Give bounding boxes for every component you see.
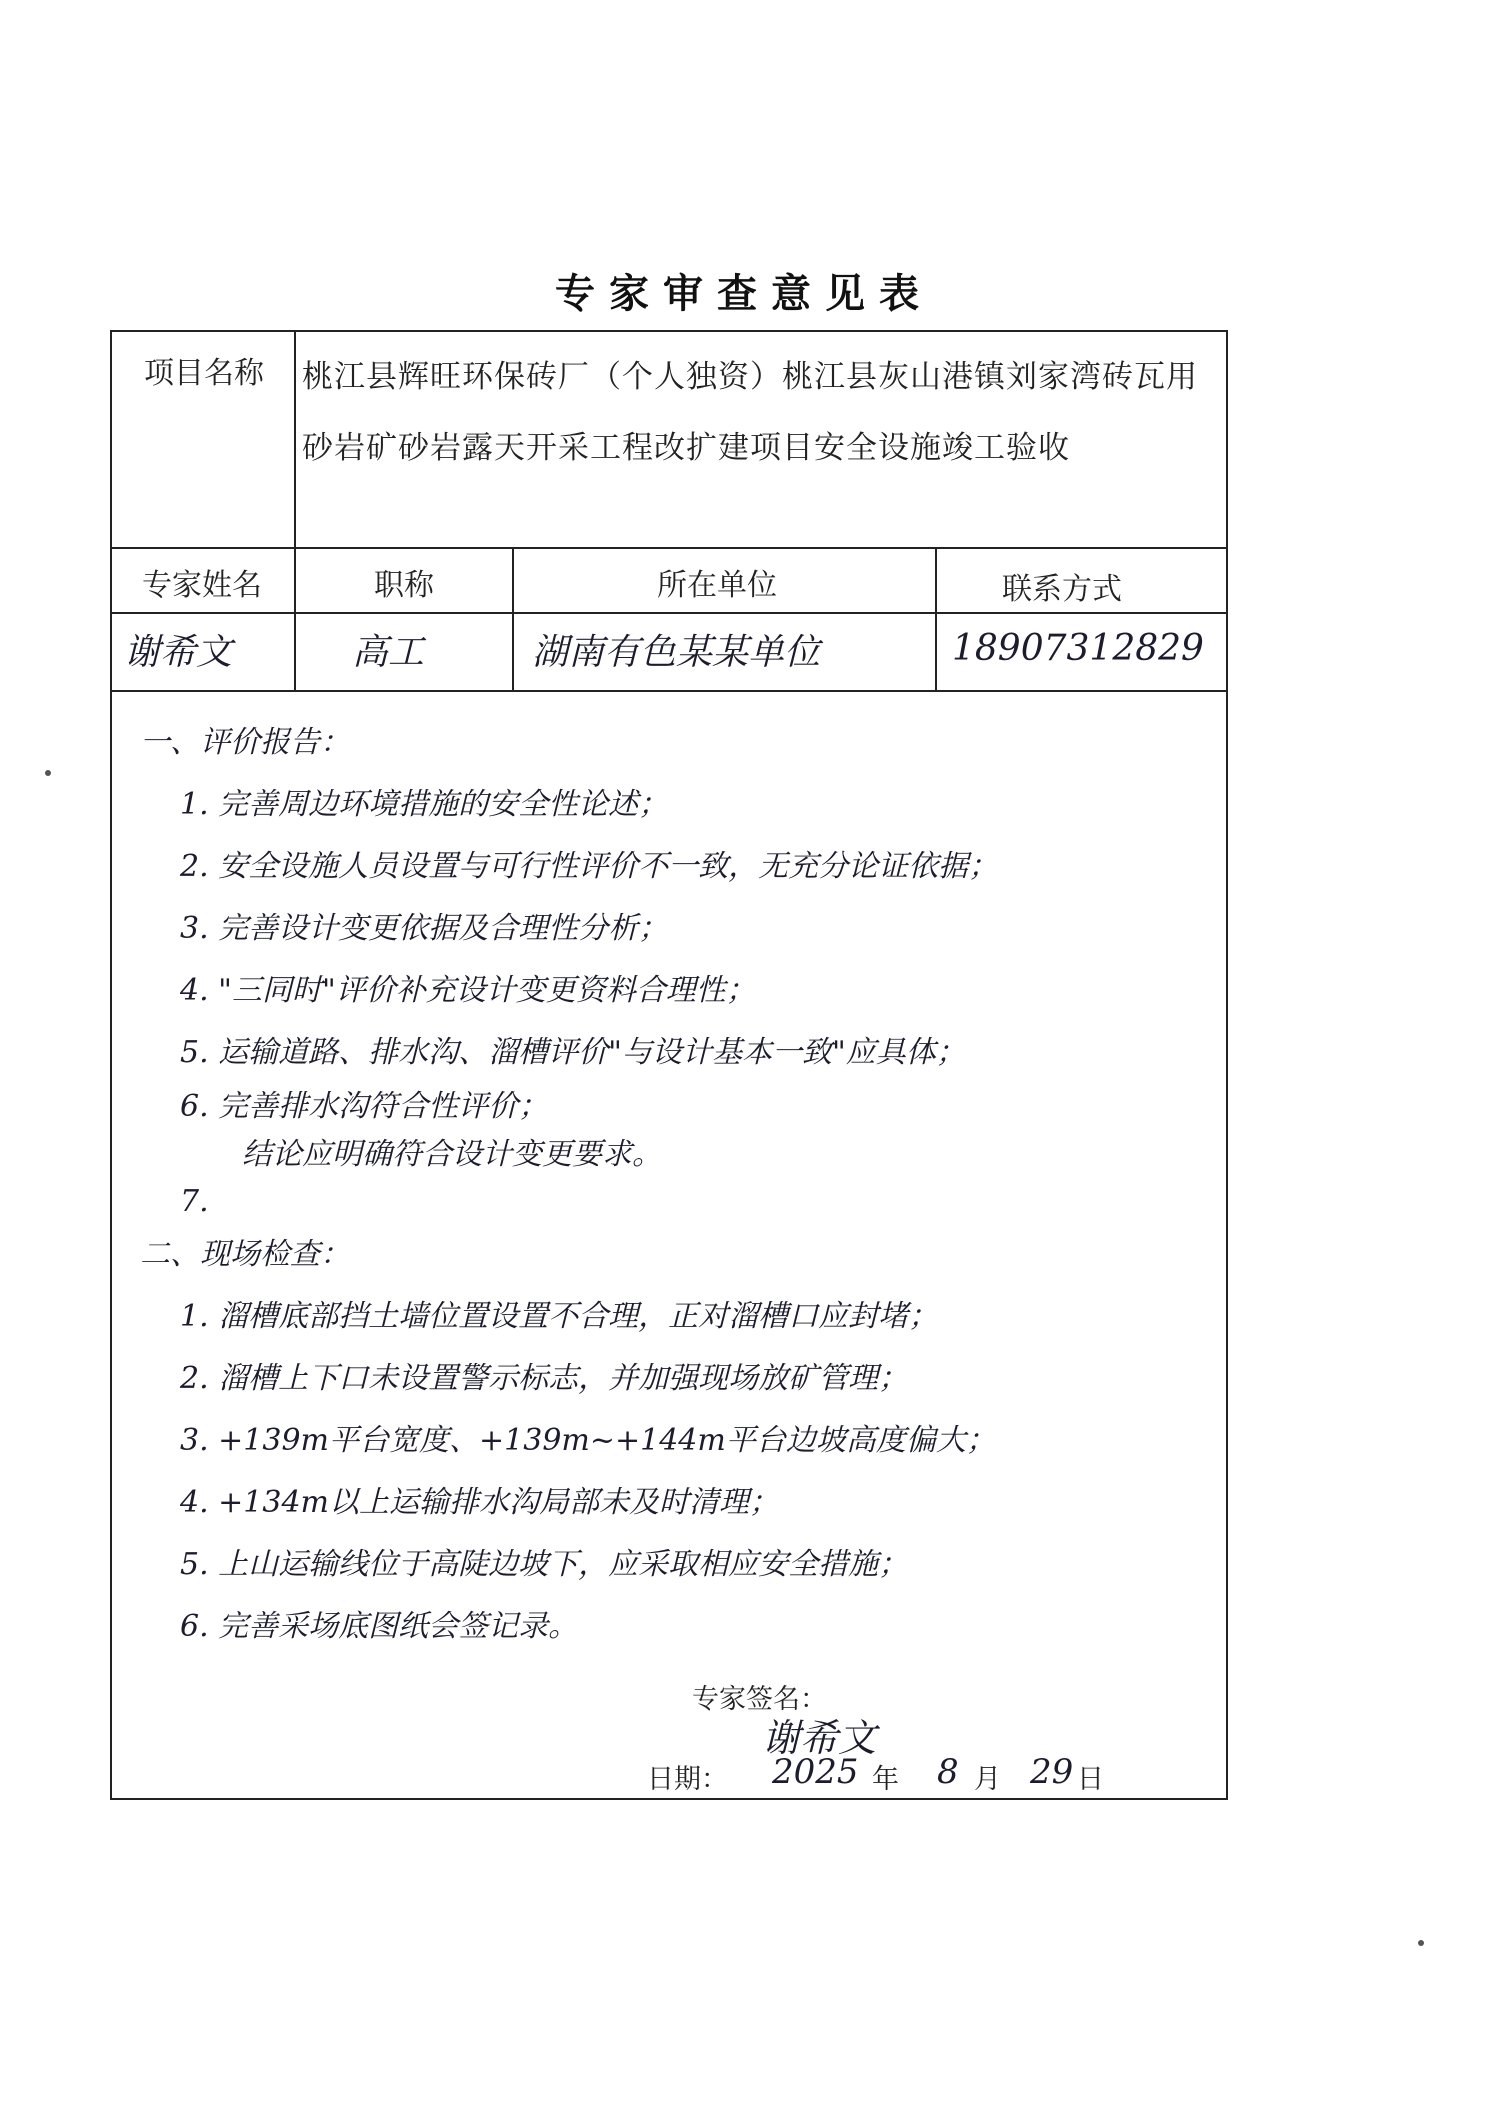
list-item: 1. 溜槽底部挡土墙位置设置不合理，正对溜槽口应封堵； bbox=[180, 1299, 939, 1334]
divider-project bbox=[112, 547, 1226, 549]
divider-header-row bbox=[112, 612, 1226, 614]
contact-header: 联系方式 bbox=[1002, 572, 1122, 607]
project-name-label: 项目名称 bbox=[144, 356, 264, 391]
list-item: 7. bbox=[180, 1184, 209, 1219]
section-heading-site: 二、现场检查： bbox=[140, 1237, 350, 1272]
unit-header: 所在单位 bbox=[657, 568, 777, 603]
list-item: 6. 完善排水沟符合性评价； bbox=[180, 1089, 549, 1124]
list-item: 3. +139m平台宽度、+139m~+144m平台边坡高度偏大； bbox=[180, 1423, 996, 1458]
scan-speck bbox=[45, 770, 51, 776]
date-month: 8 bbox=[937, 1752, 959, 1792]
date-day: 29 bbox=[1030, 1752, 1074, 1792]
date-year-unit: 年 bbox=[872, 1764, 899, 1795]
title-header: 职称 bbox=[374, 568, 434, 603]
list-item: 4. +134m以上运输排水沟局部未及时清理； bbox=[180, 1485, 780, 1520]
expert-phone-value: 18907312829 bbox=[952, 628, 1204, 669]
list-item: 3. 完善设计变更依据及合理性分析； bbox=[180, 911, 669, 946]
review-comments bbox=[132, 712, 1222, 1658]
signature-label: 专家签名： bbox=[692, 1684, 827, 1715]
date-year: 2025 bbox=[772, 1752, 859, 1792]
date-day-unit: 日 bbox=[1077, 1764, 1104, 1795]
divider-label-column bbox=[294, 332, 296, 690]
divider-expert-row bbox=[112, 690, 1226, 692]
list-item: 1. 完善周边环境措施的安全性论述； bbox=[180, 787, 669, 822]
date-label: 日期： bbox=[647, 1764, 728, 1795]
expert-name-header: 专家姓名 bbox=[142, 568, 262, 603]
signature-handwritten: 谢希文 bbox=[762, 1716, 877, 1760]
review-form bbox=[110, 330, 1228, 1800]
date-month-unit: 月 bbox=[974, 1764, 1001, 1795]
expert-name-value: 谢希文 bbox=[124, 632, 233, 673]
project-name-value: 桃江县辉旺环保砖厂（个人独资）桃江县灰山港镇刘家湾砖瓦用砂岩矿砂岩露天开采工程改扩建项目安全设施竣工验收 bbox=[302, 359, 1198, 466]
expert-title-value: 高工 bbox=[352, 632, 425, 673]
list-item: 2. 溜槽上下口未设置警示标志，并加强现场放矿管理； bbox=[180, 1361, 909, 1396]
list-item: 4. "三同时"评价补充设计变更资料合理性； bbox=[180, 973, 756, 1008]
divider-title-column bbox=[512, 547, 514, 690]
expert-unit-value: 湖南有色某某单位 bbox=[532, 632, 821, 673]
list-item: 结论应明确符合设计变更要求。 bbox=[242, 1137, 662, 1172]
section-heading-report: 一、评价报告： bbox=[140, 725, 350, 760]
document-title: 专家审查意见表 bbox=[555, 270, 933, 317]
list-item: 5. 运输道路、排水沟、溜槽评价"与设计基本一致"应具体； bbox=[180, 1035, 966, 1070]
list-item: 6. 完善采场底图纸会签记录。 bbox=[180, 1609, 579, 1644]
divider-unit-column bbox=[935, 547, 937, 690]
list-item: 5. 上山运输线位于高陡边坡下，应采取相应安全措施； bbox=[180, 1547, 909, 1582]
scan-speck bbox=[1418, 1940, 1424, 1946]
list-item: 2. 安全设施人员设置与可行性评价不一致，无充分论证依据； bbox=[180, 849, 999, 884]
